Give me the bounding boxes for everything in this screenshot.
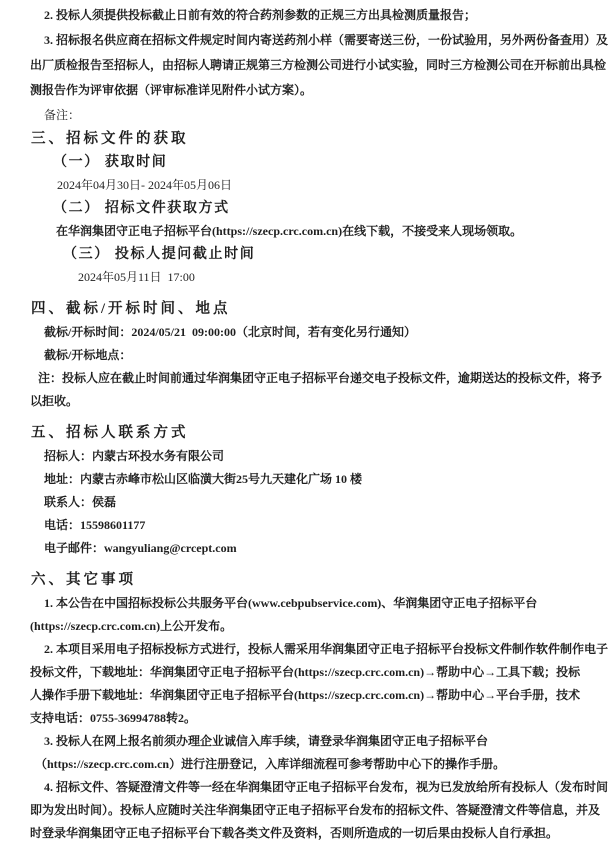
bid-deadline-line: 截标/开标时间：2024/05/21 09:00:00（北京时间，若有变化另行通知）: [44, 325, 416, 339]
phone-line: 电话：15598601177: [44, 518, 146, 532]
other-item2-line4: 支持电话：0755-36994788转2。: [30, 711, 196, 725]
section6-heading: 六、其它事项: [31, 572, 136, 588]
para-drug-report-requirement: 2. 投标人须提供投标截止日前有效的符合药剂参数的正规三方出具检测质量报告；: [44, 8, 477, 22]
para-sample-delivery-line2: 出厂质检报告至招标人，由招标人聘请正规第三方检测公司进行小试实验，同时三方检测公司在开标前出具检: [30, 58, 607, 72]
obtain-method-value: 在华润集团守正电子招标平台(https://szecp.crc.com.cn)在线下载，不接受来人现场领取。: [56, 224, 523, 238]
section4-heading: 四、截标/开标时间、地点: [31, 301, 231, 317]
bid-place-line: 截标/开标地点：: [44, 348, 132, 362]
other-item1-line2: (https://szecp.crc.com.cn)上公开发布。: [30, 619, 233, 633]
obtain-period-value: 2024年04月30日- 2024年05月06日: [57, 178, 232, 192]
section3-sub1-heading: （一） 获取时间: [53, 155, 168, 170]
other-item4-line3: 时登录华润集团守正电子招标平台下载各类文件及资料，否则所造成的一切后果由投标人自行承担。: [30, 826, 559, 840]
section3-heading: 三、招标文件的获取: [31, 131, 189, 147]
contact-person-line: 联系人：侯磊: [44, 495, 117, 509]
remark-label: 备注：: [44, 108, 81, 122]
section5-heading: 五、招标人联系方式: [31, 425, 189, 441]
address-line: 地址：内蒙古赤峰市松山区临潢大街25号九天建化广场 10 楼: [44, 472, 363, 486]
question-deadline-value: 2024年05月11日 17:00: [78, 270, 195, 284]
section3-sub3-heading: （三） 投标人提问截止时间: [63, 247, 256, 262]
other-item4-line2: 即为发出时间）。投标人应随时关注华润集团守正电子招标平台发布的招标文件、答疑澄清文件等信息，并及: [30, 803, 601, 817]
other-item3-line1: 3. 投标人在网上报名前须办理企业诚信入库手续，请登录华润集团守正电子招标平台: [44, 734, 489, 748]
other-item1-line1: 1. 本公告在中国招标投标公共服务平台(www.cebpubservice.com)、华润集团守正电子招标平台: [44, 596, 538, 610]
section3-sub2-heading: （二） 招标文件获取方式: [53, 201, 230, 216]
other-item4-line1: 4. 招标文件、答疑澄清文件等一经在华润集团守正电子招标平台发布，视为已发放给所有投标人（发布时间: [44, 780, 609, 794]
other-item2-line3: 人操作手册下载地址：华润集团守正电子招标平台(https://szecp.crc.com.cn)→帮助中心→平台手册，技术: [30, 688, 581, 702]
submission-note-line2: 以拒收。: [30, 394, 79, 408]
tenderee-line: 招标人：内蒙古环投水务有限公司: [44, 449, 225, 463]
para-sample-delivery-line1: 3. 招标报名供应商在招标文件规定时间内寄送药剂小样（需要寄送三份，一份试验用，另外两份备查用）及: [44, 33, 609, 47]
other-item2-line1: 2. 本项目采用电子招标投标方式进行，投标人需采用华润集团守正电子招标平台投标文件制作软件制作电子: [44, 642, 609, 656]
submission-note-line1: 注：投标人应在截止时间前通过华润集团守正电子招标平台递交电子投标文件，逾期送达的投标文件，将予: [38, 371, 603, 385]
other-item3-line2: （https://szecp.crc.com.cn）进行注册登记，入库详细流程可参考帮助中心下的操作手册。: [35, 757, 506, 771]
other-item2-line2: 投标文件，下载地址：华润集团守正电子招标平台(https://szecp.crc.com.cn)→帮助中心→工具下载；投标: [30, 665, 581, 679]
para-sample-delivery-line3: 测报告作为评审依据（评审标准详见附件小试方案）。: [30, 83, 313, 97]
email-line: 电子邮件：wangyuliang@crcept.com: [44, 541, 237, 555]
